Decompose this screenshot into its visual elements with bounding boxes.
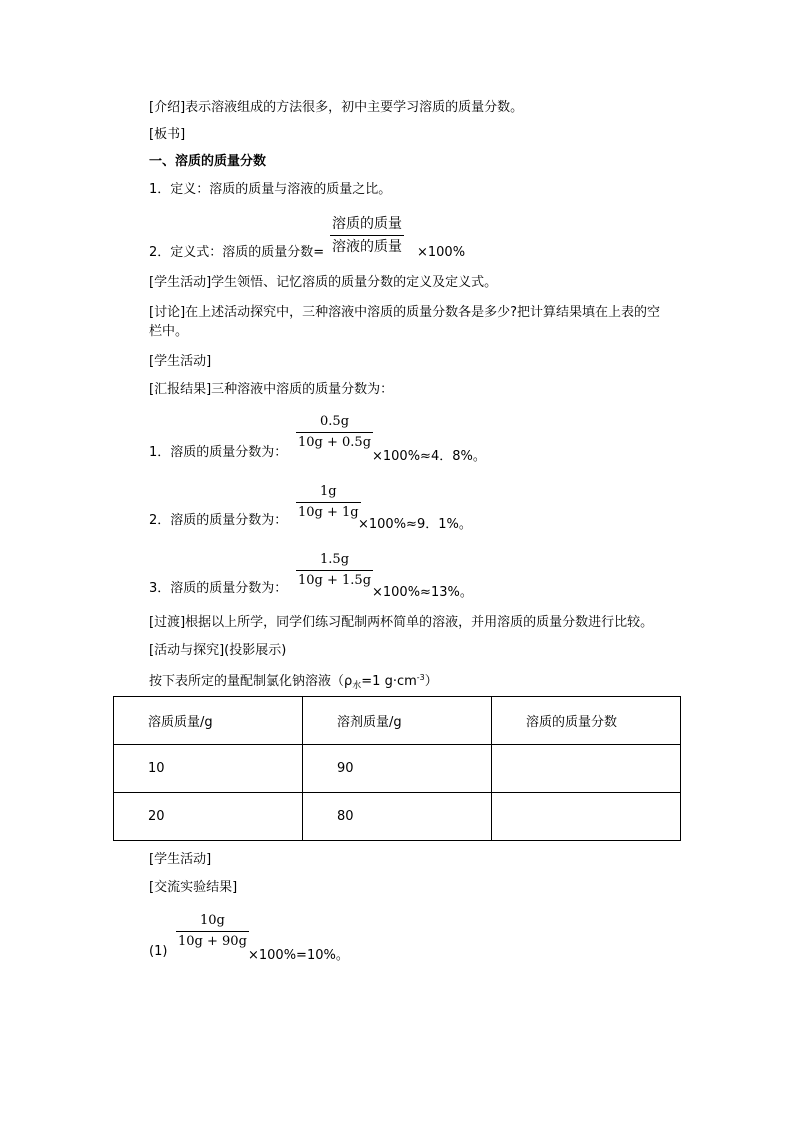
discussion-line-1: [讨论]在上述活动探究中，三种溶液中溶质的质量分数各是多少?把计算结果填在上表的空	[149, 305, 661, 320]
formula-prefix: 2．定义式：溶质的质量分数=	[149, 245, 325, 260]
transition-line: [过渡]根据以上所学，同学们练习配制两杯简单的溶液，并用溶质的质量分数进行比较。	[149, 615, 654, 630]
table-header-cell: 溶质质量/g	[114, 697, 303, 745]
exchange-result-denominator: 10g + 90g	[176, 931, 249, 950]
board-label: [板书]	[149, 127, 186, 142]
exchange-result-numerator: 10g	[200, 913, 225, 928]
result-3-denominator: 10g + 1.5g	[296, 570, 373, 589]
table-header-cell: 溶质的质量分数	[492, 697, 681, 745]
student-activity-2: [学生活动]	[149, 354, 212, 369]
table-cell: 10	[114, 745, 303, 793]
result-2-fraction	[296, 484, 361, 521]
exchange-result-label: (1)	[149, 944, 168, 959]
result-2-tail: ×100%≈9．1%。	[358, 517, 472, 532]
fraction-denominator: 溶液的质量	[330, 235, 404, 256]
activity-explore-line: [活动与探究](投影展示)	[149, 643, 287, 658]
table-cell	[492, 793, 681, 841]
instruction-prefix: 按下表所定的量配制氯化钠溶液（ρ	[149, 674, 353, 689]
result-1-tail: ×100%≈4．8%。	[372, 449, 486, 464]
table-cell	[492, 745, 681, 793]
result-1-label: 1．溶质的质量分数为：	[149, 445, 288, 460]
result-2-label: 2．溶质的质量分数为：	[149, 513, 288, 528]
instruction-mid: =1 g·cm	[361, 674, 417, 689]
table-cell: 80	[303, 793, 492, 841]
result-1-denominator: 10g + 0.5g	[296, 432, 373, 451]
definition-fraction	[330, 215, 404, 256]
result-1-fraction	[296, 414, 373, 451]
exchange-line: [交流实验结果]	[149, 880, 238, 895]
instruction-line	[149, 670, 438, 694]
solution-table	[113, 696, 681, 841]
student-activity-1: [学生活动]学生领悟、记忆溶质的质量分数的定义及定义式。	[149, 275, 498, 290]
instruction-end: ）	[424, 674, 438, 689]
table-row	[114, 793, 681, 841]
exchange-result-fraction	[176, 913, 249, 950]
table-cell: 20	[114, 793, 303, 841]
result-3-fraction	[296, 552, 373, 589]
definition-line: 1．定义：溶质的质量与溶液的质量之比。	[149, 182, 392, 197]
exchange-result-tail: ×100%=10%。	[248, 948, 349, 963]
section-heading: 一、溶质的质量分数	[149, 154, 267, 169]
instruction-superscript: -3	[416, 673, 425, 682]
result-2-denominator: 10g + 1g	[296, 502, 361, 521]
result-1-numerator: 0.5g	[320, 414, 350, 429]
intro-line: [介绍]表示溶液组成的方法很多，初中主要学习溶质的质量分数。	[149, 100, 524, 115]
formula-suffix: ×100%	[417, 245, 466, 260]
result-3-label: 3．溶质的质量分数为：	[149, 581, 288, 596]
report-line: [汇报结果]三种溶液中溶质的质量分数为：	[149, 382, 394, 397]
table-row	[114, 745, 681, 793]
instruction-subscript: 水	[352, 681, 362, 691]
table-cell: 90	[303, 745, 492, 793]
result-3-numerator: 1.5g	[320, 552, 350, 567]
student-activity-3: [学生活动]	[149, 852, 212, 867]
table-header-cell: 溶剂质量/g	[303, 697, 492, 745]
result-3-tail: ×100%≈13%。	[372, 585, 473, 600]
fraction-numerator: 溶质的质量	[332, 216, 402, 232]
discussion-line-2: 栏中。	[149, 324, 189, 339]
table-header-row	[114, 697, 681, 745]
result-2-numerator: 1g	[320, 484, 337, 499]
